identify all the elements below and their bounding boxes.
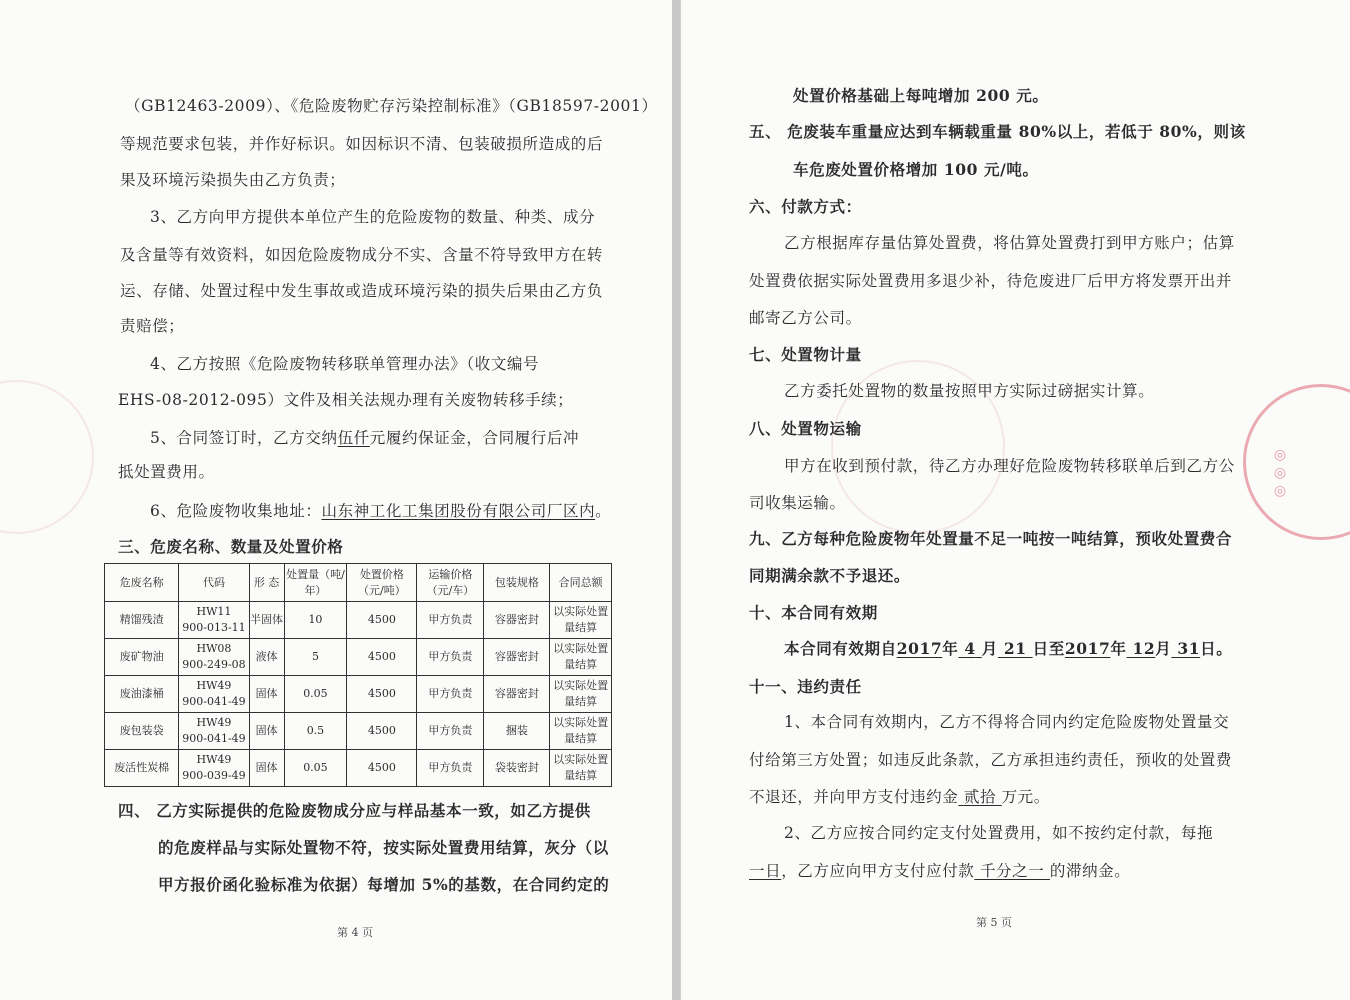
cell-total: 以实际处置量结算 xyxy=(550,602,612,639)
column-header: 危废名称 xyxy=(105,564,179,602)
text-line: 果及环境污染损失由乙方负责； xyxy=(120,171,346,189)
column-header: 处置价格（元/吨） xyxy=(347,564,417,602)
cell-code xyxy=(179,639,249,676)
validity-label: 本合同有效期自 xyxy=(784,639,897,658)
cell-name: 废包装袋 xyxy=(105,713,179,750)
start-day: 21 xyxy=(1003,639,1027,658)
text-line: 甲方在收到预付款，待乙方办理好危险废物转移联单后到乙方公 xyxy=(784,457,1235,475)
penalty-clause xyxy=(749,787,1050,807)
late-fee-day: 一日 xyxy=(749,862,782,880)
cell-transport: 甲方负责 xyxy=(417,639,484,676)
address-value: 山东神工化工集团股份有限公司厂区内 xyxy=(321,502,596,520)
code-number: 900-013-11 xyxy=(182,621,246,634)
cell-quantity: 5 xyxy=(284,639,347,676)
table-row xyxy=(105,602,612,639)
cell-quantity: 0.05 xyxy=(284,750,347,787)
text-line: 处置价格基础上每吨增加 200 元。 xyxy=(793,86,1049,105)
code-number: 900-249-08 xyxy=(182,658,246,671)
code-category: HW49 xyxy=(196,679,232,692)
code-number: 900-039-49 xyxy=(182,769,246,782)
column-header: 处置量（吨/年） xyxy=(284,564,347,602)
table-row xyxy=(105,676,612,713)
cell-price: 4500 xyxy=(347,602,417,639)
code-category: HW11 xyxy=(196,605,232,618)
seal-lettering: ◎◎◎ xyxy=(1272,447,1288,501)
cell-code xyxy=(179,750,249,787)
day-to-unit: 日至 xyxy=(1032,639,1065,658)
cell-code xyxy=(179,713,249,750)
text-line: 4、乙方按照《危险废物转移联单管理办法》（收文编号 xyxy=(150,355,540,373)
text-line: 司收集运输。 xyxy=(749,494,846,512)
table-row xyxy=(105,713,612,750)
column-header: 合同总额 xyxy=(550,564,612,602)
section-heading: 六、付款方式： xyxy=(749,197,862,216)
penalty-post: 万元。 xyxy=(1001,788,1050,806)
code-category: HW49 xyxy=(196,716,232,729)
table-header-row xyxy=(105,564,612,602)
text-line: 2、乙方应按合同约定支付处置费用，如不按约定付款，每拖 xyxy=(784,824,1214,842)
right-page xyxy=(680,0,1350,1000)
end-year: 2017 xyxy=(1064,639,1111,658)
text-line: 及含量等有效资料，如因危险废物成分不实、含量不符导致甲方在转 xyxy=(120,246,604,264)
text-line: 乙方委托处置物的数量按照甲方实际过磅据实计算。 xyxy=(784,382,1155,400)
late-fee-mid: ，乙方应向甲方支付应付款 xyxy=(781,862,975,880)
start-year: 2017 xyxy=(896,639,943,658)
section-four-line: 的危废样品与实际处置物不符，按实际处置费用结算，灰分（以 xyxy=(158,838,609,857)
cell-transport: 甲方负责 xyxy=(417,602,484,639)
month-unit: 月 xyxy=(981,639,998,658)
text-line: 同期满余款不予退还。 xyxy=(749,566,911,585)
year-unit: 年 xyxy=(1110,639,1127,658)
code-number: 900-041-49 xyxy=(182,695,246,708)
text-line: （GB12463-2009）、《危险废物贮存污染控制标准》（GB18597-2001） xyxy=(125,97,658,115)
column-header: 代码 xyxy=(179,564,249,602)
text-line: 1、本合同有效期内，乙方不得将合同内约定危险废物处置量交 xyxy=(784,713,1230,731)
text-line: 处置费依据实际处置费用多退少补，待危废进厂后甲方将发票开出并 xyxy=(749,272,1233,290)
section-heading: 七、处置物计量 xyxy=(749,345,862,364)
left-page xyxy=(0,0,673,1000)
cell-form: 固体 xyxy=(249,750,284,787)
book-gutter xyxy=(672,0,680,1000)
cell-transport: 甲方负责 xyxy=(417,676,484,713)
text-line: 抵处置费用。 xyxy=(118,463,215,481)
cell-form: 液体 xyxy=(249,639,284,676)
cell-name: 精馏残渣 xyxy=(105,602,179,639)
text-line: 乙方根据库存量估算处置费，将估算处置费打到甲方账户；估算 xyxy=(784,234,1235,252)
section-heading: 十一、违约责任 xyxy=(749,677,862,696)
cell-form: 固体 xyxy=(249,713,284,750)
column-header: 运输价格（元/车） xyxy=(417,564,484,602)
cell-code xyxy=(179,676,249,713)
column-header: 形 态 xyxy=(249,564,284,602)
cell-name: 废矿物油 xyxy=(105,639,179,676)
cell-packaging: 袋装密封 xyxy=(484,750,550,787)
cell-name: 废油漆桶 xyxy=(105,676,179,713)
faint-seal-shadow xyxy=(0,380,94,534)
cell-name: 废活性炭棉 xyxy=(105,750,179,787)
text-line: 车危废处置价格增加 100 元/吨。 xyxy=(793,160,1039,179)
cell-total: 以实际处置量结算 xyxy=(550,750,612,787)
address-label: 6、危险废物收集地址： xyxy=(150,502,322,520)
section-four-line: 甲方报价函化验标准为依据）每增加 5%的基数，在合同约定的 xyxy=(158,875,610,894)
code-number: 900-041-49 xyxy=(182,732,246,745)
cell-transport: 甲方负责 xyxy=(417,750,484,787)
cell-price: 4500 xyxy=(347,713,417,750)
deposit-amount: 伍仟 xyxy=(337,429,370,447)
cell-total: 以实际处置量结算 xyxy=(550,676,612,713)
text-line: 邮寄乙方公司。 xyxy=(749,309,862,327)
validity-period xyxy=(784,639,1232,659)
table-row xyxy=(105,750,612,787)
section-heading: 十、本合同有效期 xyxy=(749,603,878,622)
late-fee-rate: 千分之一 xyxy=(979,862,1045,880)
deposit-pre: 5、合同签订时，乙方交纳 xyxy=(150,429,338,447)
late-fee-post: 的滞纳金。 xyxy=(1049,862,1131,880)
cell-quantity: 0.5 xyxy=(284,713,347,750)
cell-price: 4500 xyxy=(347,639,417,676)
month-unit: 月 xyxy=(1155,639,1172,658)
cell-total: 以实际处置量结算 xyxy=(550,639,612,676)
day-unit: 日。 xyxy=(1200,639,1233,658)
address-end: 。 xyxy=(595,502,612,520)
cell-packaging: 容器密封 xyxy=(484,602,550,639)
text-line: 责赔偿； xyxy=(120,317,185,335)
section-heading: 三、危废名称、数量及处置价格 xyxy=(118,537,344,556)
page-number: 第 5 页 xyxy=(976,916,1012,929)
deposit-post: 元履约保证金，合同履行后冲 xyxy=(369,429,580,447)
section-four-line: 四、 乙方实际提供的危险废物成分应与样品基本一致，如乙方提供 xyxy=(118,801,591,820)
cell-price: 4500 xyxy=(347,750,417,787)
penalty-amount: 贰拾 xyxy=(963,788,997,806)
cell-packaging: 捆装 xyxy=(484,713,550,750)
text-line: 等规范要求包装，并作好标识。如因标识不清、包装破损所造成的后 xyxy=(120,135,604,153)
deposit-clause xyxy=(150,428,579,448)
cell-quantity: 10 xyxy=(284,602,347,639)
cell-code xyxy=(179,602,249,639)
cell-packaging: 容器密封 xyxy=(484,676,550,713)
text-line: 九、乙方每种危险废物年处置量不足一吨按一吨结算，预收处置费合 xyxy=(749,529,1233,548)
text-line: 五、 危废装车重量应达到车辆载重量 80%以上，若低于 80%，则该 xyxy=(749,122,1246,141)
penalty-pre: 不退还，并向甲方支付违约金 xyxy=(749,788,959,806)
cell-total: 以实际处置量结算 xyxy=(550,713,612,750)
address-clause xyxy=(150,501,611,521)
text-line: 付给第三方处置；如违反此条款，乙方承担违约责任，预收的处置费 xyxy=(749,751,1233,769)
code-category: HW49 xyxy=(196,753,232,766)
page-number: 第 4 页 xyxy=(337,926,373,939)
waste-price-table xyxy=(104,563,612,787)
cell-quantity: 0.05 xyxy=(284,676,347,713)
year-unit: 年 xyxy=(942,639,959,658)
column-header: 包装规格 xyxy=(484,564,550,602)
late-fee-clause xyxy=(749,861,1130,881)
end-month: 12 xyxy=(1132,639,1156,658)
cell-transport: 甲方负责 xyxy=(417,713,484,750)
section-heading: 八、处置物运输 xyxy=(749,419,862,438)
text-line: 运、存储、处置过程中发生事故或造成环境污染的损失后果由乙方负 xyxy=(120,282,604,300)
code-category: HW08 xyxy=(196,642,232,655)
text-line: EHS-08-2012-095）文件及相关法规办理有关废物转移手续； xyxy=(118,391,574,409)
cell-form: 固体 xyxy=(249,676,284,713)
start-month: 4 xyxy=(964,639,976,658)
end-day: 31 xyxy=(1177,639,1201,658)
text-line: 3、乙方向甲方提供本单位产生的危险废物的数量、种类、成分 xyxy=(150,208,596,226)
table-row xyxy=(105,639,612,676)
cell-form: 半固体 xyxy=(249,602,284,639)
cell-price: 4500 xyxy=(347,676,417,713)
cell-packaging: 容器密封 xyxy=(484,639,550,676)
